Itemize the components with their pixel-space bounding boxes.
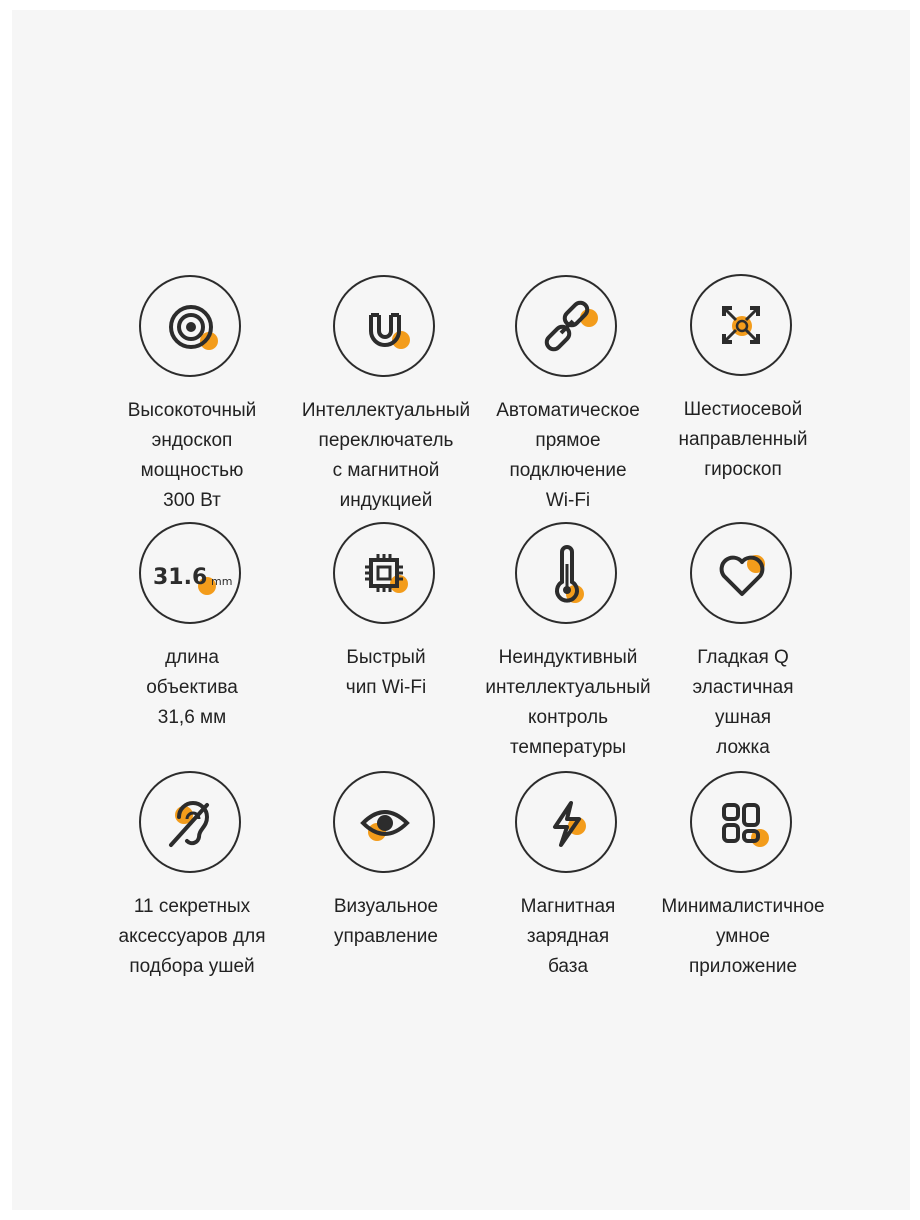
heart-icon xyxy=(692,524,790,622)
feature-icon-circle xyxy=(690,771,792,873)
ear-icon xyxy=(141,773,239,871)
lens-length-value: 31.6 xyxy=(153,565,208,590)
feature-label-line: интеллектуальный xyxy=(485,677,651,698)
gyroscope-icon xyxy=(692,276,790,374)
feature-label-line: Неиндуктивный xyxy=(498,647,638,668)
feature-icon-circle xyxy=(690,522,792,624)
feature-label-line: Высокоточный xyxy=(127,400,257,421)
feature-label-line: зарядная xyxy=(526,926,610,947)
feature-label-line: прямое xyxy=(535,430,601,451)
feature-icon-circle xyxy=(515,771,617,873)
link-icon xyxy=(517,277,615,375)
feature-label-line: ушная xyxy=(714,707,772,728)
feature-label-line: Быстрый xyxy=(346,647,426,668)
chip-icon xyxy=(335,524,433,622)
camera-lens-icon xyxy=(141,277,239,375)
feature-label-line: переключатель xyxy=(318,430,454,451)
feature-label xyxy=(633,643,853,763)
feature-label-line: Автоматическое xyxy=(496,400,640,421)
feature-label-line: индукцией xyxy=(339,490,433,511)
feature-label-line: с магнитной xyxy=(332,460,440,481)
feature-label-line: Шестиосевой xyxy=(683,399,803,420)
feature-label-line: аксессуаров для xyxy=(118,926,266,947)
feature-label-line: Визуальное xyxy=(333,896,439,917)
feature-label-line: длина xyxy=(165,647,219,668)
feature-label xyxy=(82,396,302,516)
feature-label-line: умное xyxy=(716,926,770,947)
feature-label-line: управление xyxy=(334,926,438,947)
feature-icon-circle xyxy=(139,275,241,377)
feature-icon-circle xyxy=(690,274,792,376)
feature-icon-circle xyxy=(139,522,241,624)
magnet-icon xyxy=(335,277,433,375)
feature-icon-circle xyxy=(333,522,435,624)
app-grid-icon xyxy=(692,773,790,871)
feature-label-line: 11 секретных xyxy=(133,896,251,917)
feature-label-line: Гладкая Q xyxy=(697,647,789,668)
feature-label-line: подключение xyxy=(509,460,627,481)
feature-icon-circle xyxy=(139,771,241,873)
feature-label-line: приложение xyxy=(688,956,798,977)
feature-label-line: база xyxy=(547,956,589,977)
feature-icon-circle xyxy=(515,275,617,377)
thermometer-icon xyxy=(517,524,615,622)
feature-label-line: 31,6 мм xyxy=(157,707,227,728)
feature-label xyxy=(633,395,853,485)
feature-label-line: подбора ушей xyxy=(129,956,255,977)
feature-label-line: температуры xyxy=(509,737,627,758)
feature-icon-circle xyxy=(333,275,435,377)
feature-label-line: Интеллектуальный xyxy=(301,400,471,421)
lens-length-icon xyxy=(141,524,239,622)
feature-label-line: Магнитная xyxy=(520,896,616,917)
lens-length-unit: mm xyxy=(211,575,233,588)
feature-label-line: чип Wi-Fi xyxy=(345,677,427,698)
feature-panel xyxy=(12,10,910,1210)
feature-label xyxy=(82,643,302,733)
feature-label-line: эластичная xyxy=(692,677,794,698)
feature-icon-circle xyxy=(515,522,617,624)
feature-label-line: ложка xyxy=(716,737,770,758)
feature-icon-circle xyxy=(333,771,435,873)
feature-label-line: 300 Вт xyxy=(163,490,221,511)
eye-icon xyxy=(335,773,433,871)
feature-label-line: контроль xyxy=(528,707,608,728)
feature-label xyxy=(633,892,853,982)
feature-label-line: эндоскоп xyxy=(151,430,233,451)
lightning-icon xyxy=(517,773,615,871)
feature-label-line: объектива xyxy=(146,677,238,698)
feature-label-line: гироскоп xyxy=(704,459,782,480)
feature-label-line: Wi-Fi xyxy=(545,490,591,511)
feature-label xyxy=(82,892,302,982)
feature-label-line: мощностью xyxy=(140,460,244,481)
feature-label-line: Минималистичное xyxy=(661,896,825,917)
feature-label-line: направленный xyxy=(678,429,808,450)
